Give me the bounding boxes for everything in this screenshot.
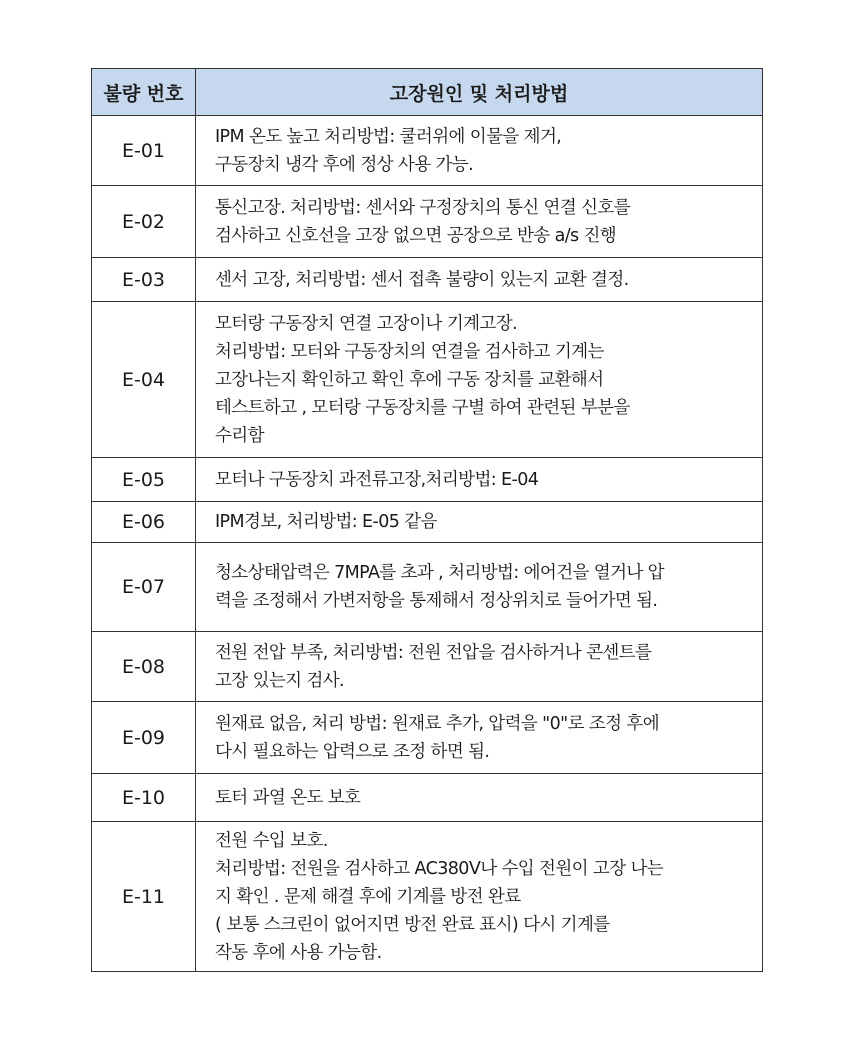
fault-code: E-10 <box>92 774 196 822</box>
fault-code: E-08 <box>92 632 196 702</box>
fault-code-table <box>91 68 763 972</box>
fault-description: 원재료 없음, 처리 방법: 원재료 추가, 압력을 "0"로 조정 후에 다시 필요하는 압력으로 조정 하면 됨. <box>196 702 763 774</box>
header-cause-and-solution: 고장원인 및 처리방법 <box>196 69 763 116</box>
table-row <box>92 116 763 186</box>
fault-description: 전원 전압 부족, 처리방법: 전원 전압을 검사하거나 콘센트를 고장 있는지 검사. <box>196 632 763 702</box>
fault-code: E-09 <box>92 702 196 774</box>
fault-code: E-11 <box>92 822 196 972</box>
fault-code: E-02 <box>92 186 196 258</box>
header-fault-code: 불량 번호 <box>92 69 196 116</box>
fault-code: E-03 <box>92 258 196 302</box>
fault-code: E-07 <box>92 543 196 632</box>
fault-description: 통신고장. 처리방법: 센서와 구정장치의 통신 연결 신호를 검사하고 신호선을 고장 없으면 공장으로 반송 a/s 진행 <box>196 186 763 258</box>
table-row <box>92 502 763 543</box>
fault-description: IPM경보, 처리방법: E-05 같음 <box>196 502 763 543</box>
table-row <box>92 458 763 502</box>
fault-code: E-05 <box>92 458 196 502</box>
table-row <box>92 632 763 702</box>
fault-description: 토터 과열 온도 보호 <box>196 774 763 822</box>
fault-code: E-04 <box>92 302 196 458</box>
fault-description: 센서 고장, 처리방법: 센서 접촉 불량이 있는지 교환 결정. <box>196 258 763 302</box>
fault-description: 전원 수입 보호. 처리방법: 전원을 검사하고 AC380V나 수입 전원이 고장 나는 지 확인 . 문제 해결 후에 기계를 방전 완료 ( 보통 스크린이 없어지면 방전 완료 표시) 다시 기계를 작동 후에 사용 가능함. <box>196 822 763 972</box>
fault-description: 모터랑 구동장치 연결 고장이나 기계고장. 처리방법: 모터와 구동장치의 연결을 검사하고 기계는 고장나는지 확인하고 확인 후에 구동 장치를 교환해서 테스트하고 , 모터랑 구동장치를 구별 하여 관련된 부분을 수리함 <box>196 302 763 458</box>
table-header-row <box>92 69 763 116</box>
table-row <box>92 822 763 972</box>
fault-description: 청소상태압력은 7MPA를 초과 , 처리방법: 에어건을 열거나 압 력을 조정해서 가변저항을 통제해서 정상위치로 들어가면 됨. <box>196 543 763 632</box>
fault-description: IPM 온도 높고 처리방법: 쿨러위에 이물을 제거, 구동장치 냉각 후에 정상 사용 가능. <box>196 116 763 186</box>
table-row <box>92 774 763 822</box>
table-row <box>92 186 763 258</box>
fault-description: 모터나 구동장치 과전류고장,처리방법: E-04 <box>196 458 763 502</box>
table-row <box>92 543 763 632</box>
fault-code: E-06 <box>92 502 196 543</box>
table-row <box>92 302 763 458</box>
fault-code: E-01 <box>92 116 196 186</box>
table-row <box>92 258 763 302</box>
table-row <box>92 702 763 774</box>
